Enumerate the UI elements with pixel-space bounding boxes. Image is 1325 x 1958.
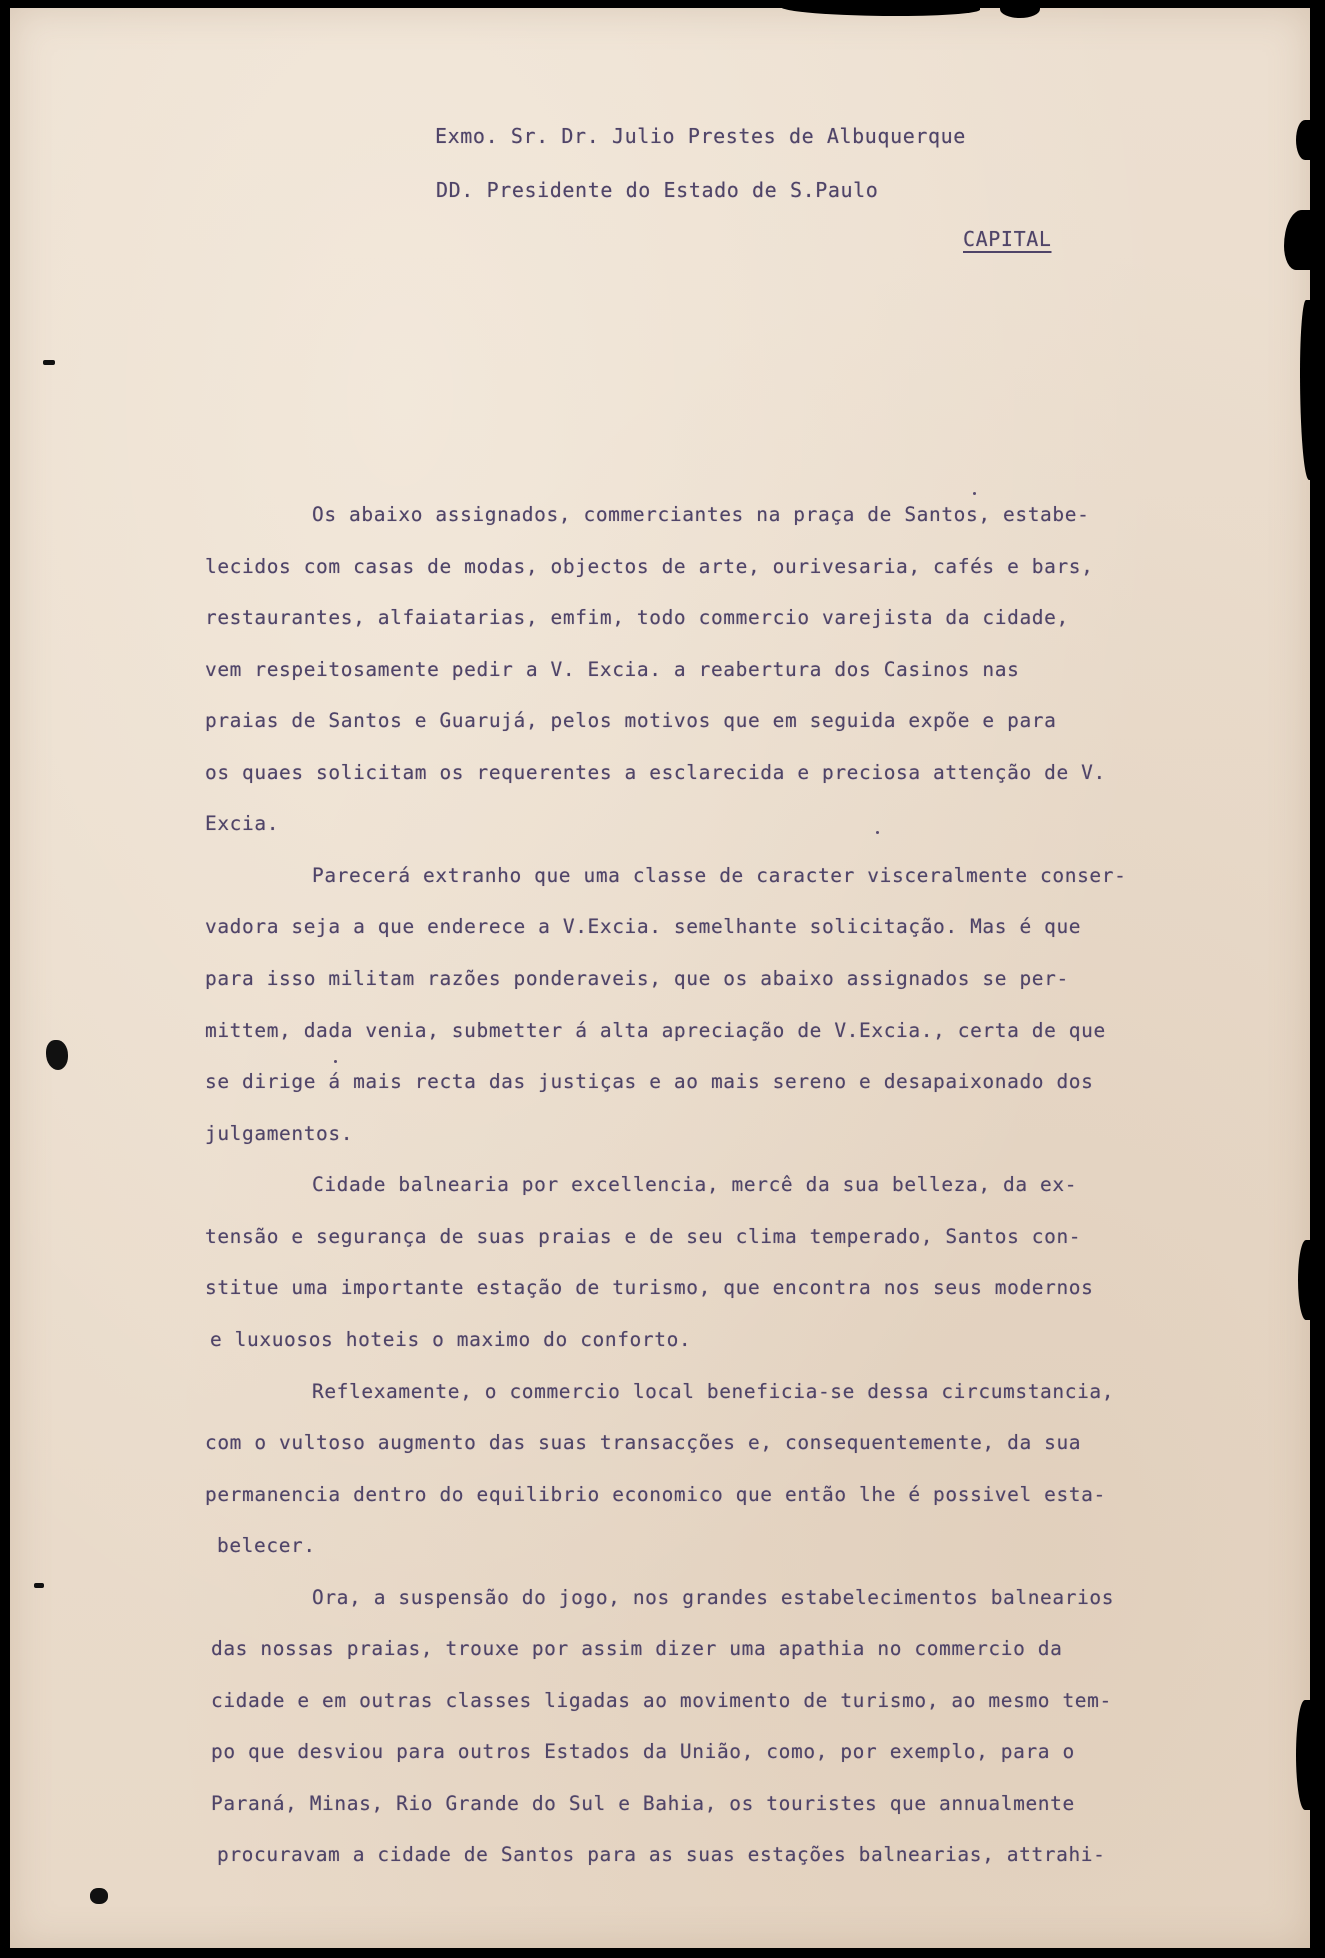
body-line: restaurantes, alfaiatarias, emfim, todo commercio varejista da cidade,	[205, 606, 1069, 629]
body-line: vadora seja a que enderece a V.Excia. semelhante solicitação. Mas é que	[205, 915, 1082, 938]
body-line: julgamentos.	[205, 1122, 354, 1145]
addressee-title-line: DD. Presidente do Estado de S.Paulo	[436, 178, 879, 202]
body-line: se dirige á mais recta das justiças e ao mais sereno e desapaixonado dos	[205, 1070, 1094, 1093]
ink-speck	[334, 1060, 337, 1063]
body-line: cidade e em outras classes ligadas ao movimento de turismo, ao mesmo tem-	[211, 1689, 1112, 1712]
body-line: Excia.	[205, 812, 280, 835]
body-line: Paraná, Minas, Rio Grande do Sul e Bahia, os touristes que annualmente	[211, 1792, 1075, 1815]
body-line: com o vultoso augmento das suas transacções e, consequentemente, da sua	[205, 1431, 1082, 1454]
paper-edge-damage	[1296, 1700, 1314, 1810]
body-line: po que desviou para outros Estados da União, como, por exemplo, para o	[211, 1740, 1075, 1763]
punch-hole-mark	[34, 1583, 44, 1588]
body-line: procuravam a cidade de Santos para as suas estações balnearias, attrahi-	[217, 1843, 1106, 1866]
body-line: Cidade balnearia por excellencia, mercê da sua belleza, da ex-	[312, 1173, 1078, 1196]
ink-speck	[876, 831, 879, 834]
addressee-line: Exmo. Sr. Dr. Julio Prestes de Albuquerque	[435, 124, 966, 148]
ink-blot-mark	[46, 1040, 68, 1070]
body-line: os quaes solicitam os requerentes a esclarecida e preciosa attenção de V.	[205, 761, 1106, 784]
ink-speck	[973, 492, 976, 495]
body-line: Parecerá extranho que uma classe de caracter visceralmente conser-	[312, 864, 1127, 887]
body-line: Reflexamente, o commercio local beneficia-se dessa circumstancia,	[312, 1380, 1115, 1403]
body-line: belecer.	[217, 1534, 316, 1557]
body-line: vem respeitosamente pedir a V. Excia. a reabertura dos Casinos nas	[205, 658, 1020, 681]
body-line: Ora, a suspensão do jogo, nos grandes estabelecimentos balnearios	[312, 1586, 1115, 1609]
body-line: das nossas praias, trouxe por assim dizer uma apathia no commercio da	[211, 1637, 1063, 1660]
body-line: e luxuosos hoteis o maximo do conforto.	[210, 1328, 692, 1351]
body-line: tensão e segurança de suas praias e de seu clima temperado, Santos con-	[205, 1225, 1082, 1248]
edge-tear-mark	[90, 1888, 108, 1904]
body-line: stitue uma importante estação de turismo, que encontra nos seus modernos	[205, 1276, 1094, 1299]
paper-edge-damage	[1300, 300, 1315, 480]
body-line: praias de Santos e Guarujá, pelos motivos que em seguida expõe e para	[205, 709, 1057, 732]
punch-hole-mark	[43, 360, 55, 365]
body-line: permanencia dentro do equilibrio economico que então lhe é possivel esta-	[205, 1483, 1106, 1506]
destination-label: CAPITAL	[963, 227, 1052, 251]
body-line: mittem, dada venia, submetter á alta apreciação de V.Excia., certa de que	[205, 1019, 1106, 1042]
document-page	[10, 8, 1310, 1948]
paper-edge-damage	[1000, 0, 1040, 18]
body-line: para isso militam razões ponderaveis, que os abaixo assignados se per-	[205, 967, 1069, 990]
body-line: lecidos com casas de modas, objectos de arte, ourivesaria, cafés e bars,	[205, 555, 1094, 578]
body-line: Os abaixo assignados, commerciantes na praça de Santos, estabe-	[312, 503, 1090, 526]
paper-edge-damage	[1298, 1240, 1314, 1320]
paper-edge-damage	[1296, 120, 1314, 160]
